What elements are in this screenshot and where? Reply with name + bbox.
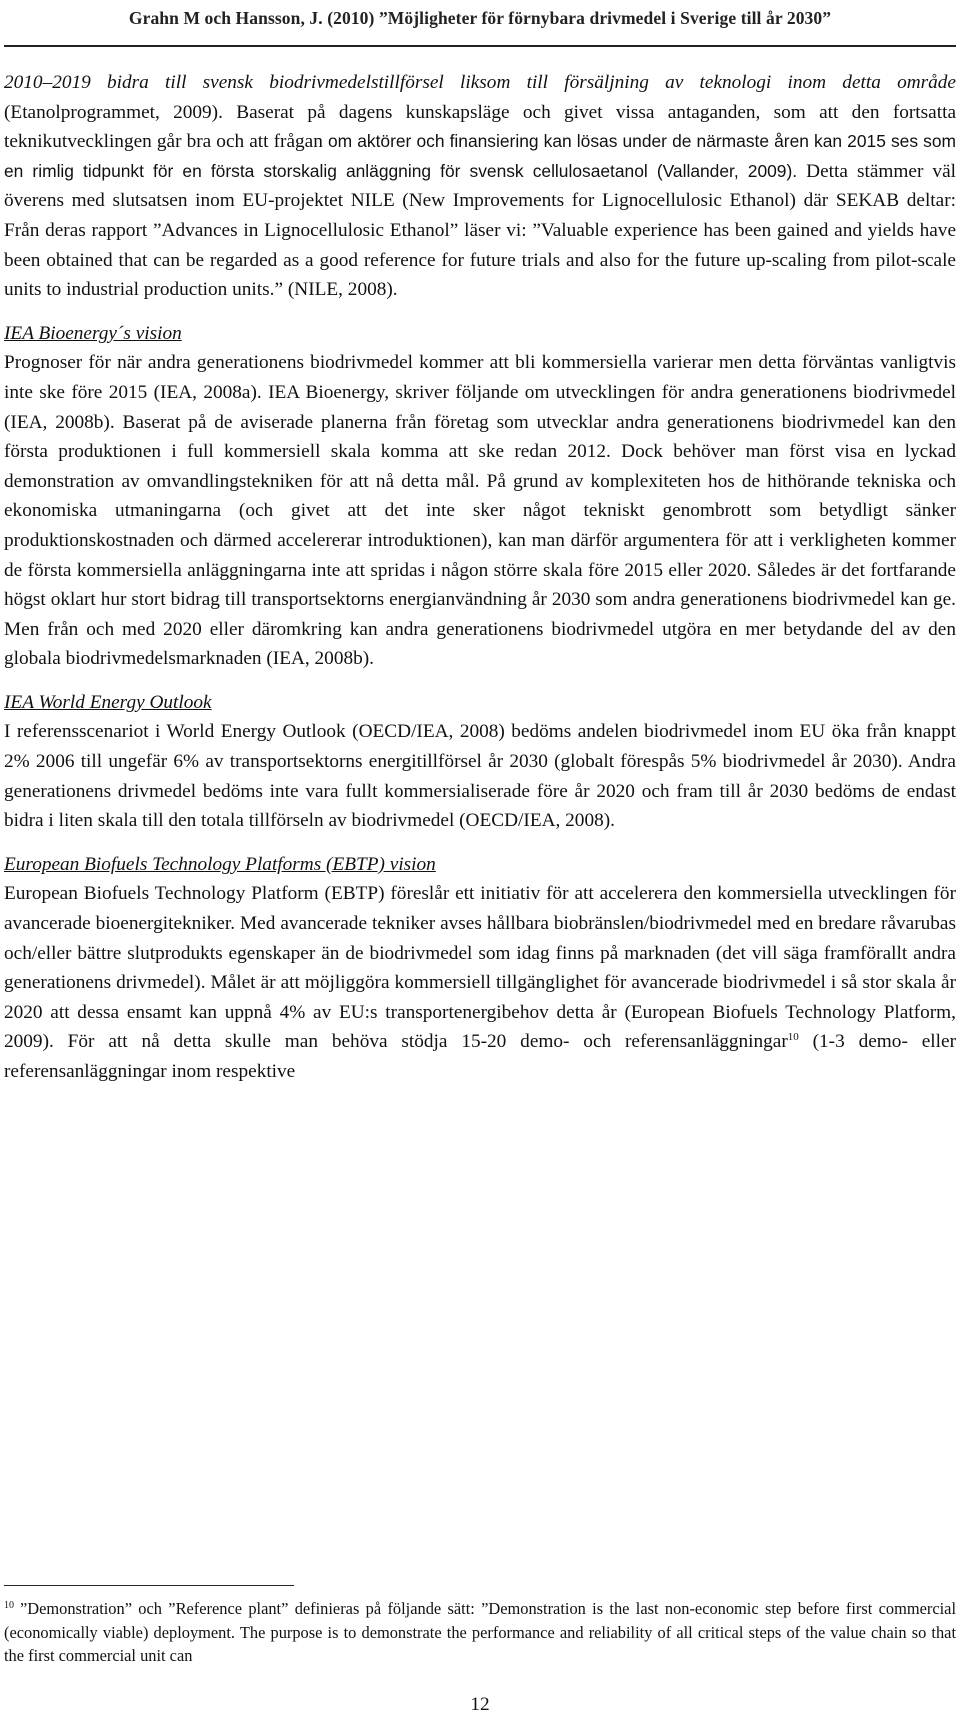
heading-iea-bioenergy-vision: IEA Bioenergy´s vision <box>4 322 182 344</box>
heading-ebtp-vision: European Biofuels Technology Platforms (EBTP) vision <box>4 853 436 875</box>
paragraph-ebtp-vision <box>4 879 956 1086</box>
intro-sans-text: om aktörer och finansiering kan lösas under de närmaste åren kan 2015 ses som en rimlig tidpunkt för en första storskalig anläggning för svensk cellulosaetanol (Vallander, 2009). <box>4 131 956 181</box>
footnote-text: ”Demonstration” och ”Reference plant” definieras på följande sätt: ”Demonstration is the last non-economic step before first commercial (economically viable) deployment. The purpose is to demonstrate the performance and reliability of all critical steps of the value chain so that the first commercial unit can <box>4 1599 956 1666</box>
footnote <box>4 1597 956 1668</box>
intro-tail-text: Detta stämmer väl överens med slutsatsen inom EU-projektet NILE (New Improvements for Lignocellulosic Ethanol) där SEKAB deltar: Från deras rapport ”Advances in Lignocellulosic Ethanol” läser vi: ”Valuable experience has been gained and yields have been obtained that can be regarded as a good reference for future trials and also for the future up-scaling from pilot-scale units to industrial production units.” (NILE, 2008). <box>4 160 956 301</box>
ebtp-text-end: (1-3 demo- eller referensanläggningar inom respektive <box>4 1031 956 1082</box>
header-rule <box>4 45 956 47</box>
footnote-divider <box>4 1585 294 1586</box>
paragraph-world-energy-outlook: I referensscenariot i World Energy Outlook (OECD/IEA, 2008) bedöms andelen biodrivmedel inom EU öka från knappt 2% 2006 till ungefär 6% av transportsektorns energitillförsel år 2030 (globalt förespås 5% biodrivmedel år 2030). Andra generationens drivmedel bedöms inte vara fullt kommersialiserade före år 2020 och fram till år 2030 bedöms de endast bidra i liten skala till den totala tillförseln av biodrivmedel (OECD/IEA, 2008). <box>4 721 956 832</box>
ebtp-text: European Biofuels Technology Platform (EBTP) föreslår ett initiativ för att accelerera den kommersiella utvecklingen för avancerade bioenergitekniker. Med avancerade tekniker avses hållbara biobränslen/biodrivmedel med en bredare råvarubas och/eller bättre slutprodukts egenskaper än de biodrivmedel som idag finns på marknaden (det vill säga framförallt andra generationens drivmedel). Målet är att möjliggöra kommersiell tillgänglighet för avancerade biodrivmedel i så stor skala år 2020 att dessa ensamt kan uppnå 4% av EU:s transportenergibehov detta år (European Biofuels Technology Platform, 2009). För att nå detta skulle man behöva stödja 15-20 demo- och referensanläggningar <box>4 883 956 1053</box>
footnote-number: 10 <box>4 1600 14 1611</box>
heading-world-energy-outlook: IEA World Energy Outlook <box>4 691 212 713</box>
running-header: Grahn M och Hansson, J. (2010) ”Möjligheter för förnybara drivmedel i Sverige till år 2030” <box>128 8 832 28</box>
paragraph-iea-bioenergy-vision: Prognoser för när andra generationens biodrivmedel kommer att bli kommersiella varierar men detta förväntas vanligtvis inte ske före 2015 (IEA, 2008a). IEA Bioenergy, skriver följande om utvecklingen för andra generationens biodrivmedel (IEA, 2008b). Baserat på de aviserade planerna från företag som utvecklar andra generationens biodrivmedel kan den första produktionen i full kommersiell skala komma att ske redan 2012. Dock behöver man först visa en lyckad demonstration av omvandlingstekniken för att nå detta mål. På grund av komplexiteten hos de hithörande tekniska och ekonomiska utmaningarna (och givet att det inte sker något tekniskt genombrott som betydligt sänker produktionskostnaden och därmed accelererar introduktionen), kan man därför argumentera för att i verkligheten kommer de första kommersiella anläggningarna inte att spridas i någon större skala före 2015 eller 2020. Således är det fortfarande högst oklart hur stort bidrag till transportsektorns energianvändning år 2030 som andra generationens biodrivmedel kan ge. Men från och med 2020 eller däromkring kan andra generationens biodrivmedel utgöra en mer betydande del av den globala biodrivmedelsmarknaden (IEA, 2008b). <box>4 352 956 670</box>
intro-text: (Etanolprogrammet, 2009). Baserat på dagens kunskapsläge och givet vissa antaganden, som att den fortsatta teknikutvecklingen går bra och att frågan <box>4 101 956 153</box>
paragraph-intro <box>4 68 956 305</box>
footnote-reference[interactable]: 10 <box>787 1031 799 1044</box>
intro-italic-text: 2010–2019 bidra till svensk biodrivmedelstillförsel liksom till försäljning av teknologi inom detta område <box>4 72 956 93</box>
page-number: 12 <box>470 1694 490 1715</box>
document-body <box>4 68 956 1087</box>
